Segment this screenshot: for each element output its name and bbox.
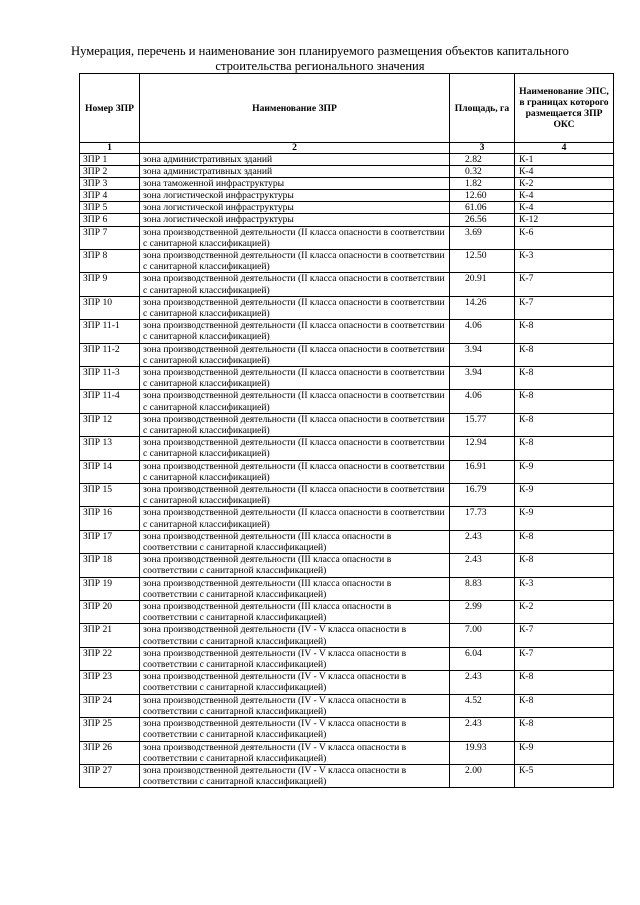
zone-area-cell: 3.94: [450, 367, 515, 390]
table-header-row: [80, 74, 614, 143]
table-row: [80, 671, 614, 694]
zone-name-cell: зона производственной деятельности (II класса опасности в соответствии с санитарной классификацией): [140, 249, 450, 272]
zone-number-cell: ЗПР 4: [80, 190, 140, 202]
zone-area-cell: 19.93: [450, 741, 515, 764]
table-row: [80, 530, 614, 553]
zone-number-cell: ЗПР 14: [80, 460, 140, 483]
zone-eps-cell: К-3: [515, 249, 614, 272]
table-row: [80, 154, 614, 166]
column-header-name: Наименование ЗПР: [140, 74, 450, 143]
zone-area-cell: 3.94: [450, 343, 515, 366]
table-row: [80, 624, 614, 647]
table-row: [80, 166, 614, 178]
zone-number-cell: ЗПР 11-2: [80, 343, 140, 366]
zone-name-cell: зона производственной деятельности (III класса опасности в соответствии с санитарной классификацией): [140, 577, 450, 600]
table-row: [80, 320, 614, 343]
zone-eps-cell: К-8: [515, 343, 614, 366]
zone-eps-cell: К-9: [515, 460, 614, 483]
table-row: [80, 577, 614, 600]
zone-eps-cell: К-2: [515, 601, 614, 624]
zone-eps-cell: К-8: [515, 320, 614, 343]
zone-eps-cell: К-9: [515, 741, 614, 764]
zone-area-cell: 16.91: [450, 460, 515, 483]
zone-number-cell: ЗПР 17: [80, 530, 140, 553]
zone-eps-cell: К-8: [515, 530, 614, 553]
zone-name-cell: зона таможенной инфраструктуры: [140, 178, 450, 190]
zone-area-cell: 2.43: [450, 530, 515, 553]
zone-number-cell: ЗПР 11-4: [80, 390, 140, 413]
zone-number-cell: ЗПР 7: [80, 226, 140, 249]
zone-eps-cell: К-8: [515, 390, 614, 413]
zone-number-cell: ЗПР 10: [80, 296, 140, 319]
zone-name-cell: зона логистической инфраструктуры: [140, 190, 450, 202]
table-row: [80, 226, 614, 249]
table-row: [80, 273, 614, 296]
zone-number-cell: ЗПР 3: [80, 178, 140, 190]
zone-name-cell: зона логистической инфраструктуры: [140, 214, 450, 226]
zone-number-cell: ЗПР 2: [80, 166, 140, 178]
zone-name-cell: зона производственной деятельности (II класса опасности в соответствии с санитарной классификацией): [140, 367, 450, 390]
zone-number-cell: ЗПР 9: [80, 273, 140, 296]
zone-number-cell: ЗПР 20: [80, 601, 140, 624]
zone-area-cell: 0.32: [450, 166, 515, 178]
zone-area-cell: 2.00: [450, 764, 515, 787]
zone-area-cell: 26.56: [450, 214, 515, 226]
table-row: [80, 343, 614, 366]
zone-number-cell: ЗПР 11-1: [80, 320, 140, 343]
zone-eps-cell: К-8: [515, 367, 614, 390]
zone-name-cell: зона производственной деятельности (II класса опасности в соответствии с санитарной классификацией): [140, 320, 450, 343]
zone-number-cell: ЗПР 8: [80, 249, 140, 272]
zone-name-cell: зона производственной деятельности (II класса опасности в соответствии с санитарной классификацией): [140, 226, 450, 249]
zone-name-cell: зона логистической инфраструктуры: [140, 202, 450, 214]
zone-eps-cell: К-7: [515, 624, 614, 647]
zone-number-cell: ЗПР 15: [80, 484, 140, 507]
zone-number-cell: ЗПР 13: [80, 437, 140, 460]
table-row: [80, 202, 614, 214]
zone-name-cell: зона производственной деятельности (II класса опасности в соответствии с санитарной классификацией): [140, 507, 450, 530]
zone-eps-cell: К-4: [515, 202, 614, 214]
zone-area-cell: 12.50: [450, 249, 515, 272]
zone-name-cell: зона производственной деятельности (III класса опасности в соответствии с санитарной классификацией): [140, 530, 450, 553]
zones-table: [79, 73, 614, 788]
zone-name-cell: зона производственной деятельности (II класса опасности в соответствии с санитарной классификацией): [140, 343, 450, 366]
table-row: [80, 413, 614, 436]
table-row: [80, 437, 614, 460]
zone-eps-cell: К-12: [515, 214, 614, 226]
table-row: [80, 554, 614, 577]
table-row: [80, 460, 614, 483]
zone-eps-cell: К-6: [515, 226, 614, 249]
zone-area-cell: 1.82: [450, 178, 515, 190]
zone-area-cell: 7.00: [450, 624, 515, 647]
zone-name-cell: зона производственной деятельности (II класса опасности в соответствии с санитарной классификацией): [140, 460, 450, 483]
zone-area-cell: 16.79: [450, 484, 515, 507]
zone-name-cell: зона производственной деятельности (II класса опасности в соответствии с санитарной классификацией): [140, 390, 450, 413]
zone-eps-cell: К-8: [515, 718, 614, 741]
column-header-area: Площадь, га: [450, 74, 515, 143]
zone-area-cell: 14.26: [450, 296, 515, 319]
zone-eps-cell: К-8: [515, 437, 614, 460]
table-row: [80, 178, 614, 190]
zone-number-cell: ЗПР 5: [80, 202, 140, 214]
zone-name-cell: зона производственной деятельности (II класса опасности в соответствии с санитарной классификацией): [140, 296, 450, 319]
zone-area-cell: 15.77: [450, 413, 515, 436]
zone-eps-cell: К-4: [515, 166, 614, 178]
zone-number-cell: ЗПР 12: [80, 413, 140, 436]
zone-number-cell: ЗПР 18: [80, 554, 140, 577]
zone-eps-cell: К-7: [515, 296, 614, 319]
zone-eps-cell: К-8: [515, 413, 614, 436]
zone-eps-cell: К-2: [515, 178, 614, 190]
zone-eps-cell: К-9: [515, 484, 614, 507]
zone-name-cell: зона производственной деятельности (IV - V класса опасности в соответствии с санитарной классификацией): [140, 671, 450, 694]
column-number: 4: [515, 143, 614, 154]
zone-eps-cell: К-7: [515, 647, 614, 670]
table-row: [80, 367, 614, 390]
zone-area-cell: 4.06: [450, 390, 515, 413]
zone-number-cell: ЗПР 19: [80, 577, 140, 600]
zone-number-cell: ЗПР 1: [80, 154, 140, 166]
zone-eps-cell: К-5: [515, 764, 614, 787]
zone-name-cell: зона административных зданий: [140, 166, 450, 178]
zone-eps-cell: К-8: [515, 554, 614, 577]
zone-area-cell: 2.43: [450, 671, 515, 694]
zone-area-cell: 3.69: [450, 226, 515, 249]
zone-area-cell: 12.60: [450, 190, 515, 202]
table-row: [80, 214, 614, 226]
table-row: [80, 718, 614, 741]
zone-name-cell: зона производственной деятельности (II класса опасности в соответствии с санитарной классификацией): [140, 273, 450, 296]
column-number: 2: [140, 143, 450, 154]
zone-area-cell: 4.06: [450, 320, 515, 343]
table-row: [80, 190, 614, 202]
table-row: [80, 764, 614, 787]
zone-eps-cell: К-7: [515, 273, 614, 296]
zone-eps-cell: К-8: [515, 671, 614, 694]
zone-eps-cell: К-8: [515, 694, 614, 717]
table-row: [80, 647, 614, 670]
zone-area-cell: 2.99: [450, 601, 515, 624]
zone-area-cell: 2.43: [450, 718, 515, 741]
zone-name-cell: зона производственной деятельности (III класса опасности в соответствии с санитарной классификацией): [140, 554, 450, 577]
zone-name-cell: зона производственной деятельности (II класса опасности в соответствии с санитарной классификацией): [140, 413, 450, 436]
zone-eps-cell: К-9: [515, 507, 614, 530]
zone-number-cell: ЗПР 22: [80, 647, 140, 670]
zone-name-cell: зона производственной деятельности (IV - V класса опасности в соответствии с санитарной классификацией): [140, 741, 450, 764]
table-row: [80, 507, 614, 530]
table-row: [80, 249, 614, 272]
zone-name-cell: зона производственной деятельности (IV - V класса опасности в соответствии с санитарной классификацией): [140, 764, 450, 787]
zone-area-cell: 12.94: [450, 437, 515, 460]
document-title: Нумерация, перечень и наименование зон планируемого размещения объектов капитального строительства регионального значения: [71, 44, 569, 73]
zone-number-cell: ЗПР 25: [80, 718, 140, 741]
zone-name-cell: зона производственной деятельности (IV - V класса опасности в соответствии с санитарной классификацией): [140, 718, 450, 741]
table-row: [80, 390, 614, 413]
zone-eps-cell: К-1: [515, 154, 614, 166]
zone-area-cell: 61.06: [450, 202, 515, 214]
zone-name-cell: зона административных зданий: [140, 154, 450, 166]
column-header-eps: Наименование ЭПС, в границах которого размещается ЗПР ОКС: [515, 74, 614, 143]
zone-area-cell: 4.52: [450, 694, 515, 717]
zone-name-cell: зона производственной деятельности (II класса опасности в соответствии с санитарной классификацией): [140, 484, 450, 507]
table-row: [80, 601, 614, 624]
zone-area-cell: 8.83: [450, 577, 515, 600]
column-header-number: Номер ЗПР: [80, 74, 140, 143]
zone-name-cell: зона производственной деятельности (IV - V класса опасности в соответствии с санитарной классификацией): [140, 694, 450, 717]
zone-name-cell: зона производственной деятельности (IV - V класса опасности в соответствии с санитарной классификацией): [140, 624, 450, 647]
zone-area-cell: 2.43: [450, 554, 515, 577]
column-numbers-row: [80, 143, 614, 154]
zone-area-cell: 6.04: [450, 647, 515, 670]
table-row: [80, 296, 614, 319]
zone-eps-cell: К-3: [515, 577, 614, 600]
zone-number-cell: ЗПР 24: [80, 694, 140, 717]
zone-number-cell: ЗПР 21: [80, 624, 140, 647]
table-row: [80, 694, 614, 717]
column-number: 3: [450, 143, 515, 154]
zone-number-cell: ЗПР 11-3: [80, 367, 140, 390]
table-body: [80, 154, 614, 788]
zone-area-cell: 2.82: [450, 154, 515, 166]
table-row: [80, 484, 614, 507]
zone-number-cell: ЗПР 6: [80, 214, 140, 226]
zone-area-cell: 17.73: [450, 507, 515, 530]
zone-name-cell: зона производственной деятельности (II класса опасности в соответствии с санитарной классификацией): [140, 437, 450, 460]
zone-number-cell: ЗПР 23: [80, 671, 140, 694]
zone-number-cell: ЗПР 27: [80, 764, 140, 787]
zone-number-cell: ЗПР 16: [80, 507, 140, 530]
zone-eps-cell: К-4: [515, 190, 614, 202]
table-row: [80, 741, 614, 764]
zone-name-cell: зона производственной деятельности (IV - V класса опасности в соответствии с санитарной классификацией): [140, 647, 450, 670]
zone-number-cell: ЗПР 26: [80, 741, 140, 764]
column-number: 1: [80, 143, 140, 154]
zone-name-cell: зона производственной деятельности (III класса опасности в соответствии с санитарной классификацией): [140, 601, 450, 624]
zone-area-cell: 20.91: [450, 273, 515, 296]
